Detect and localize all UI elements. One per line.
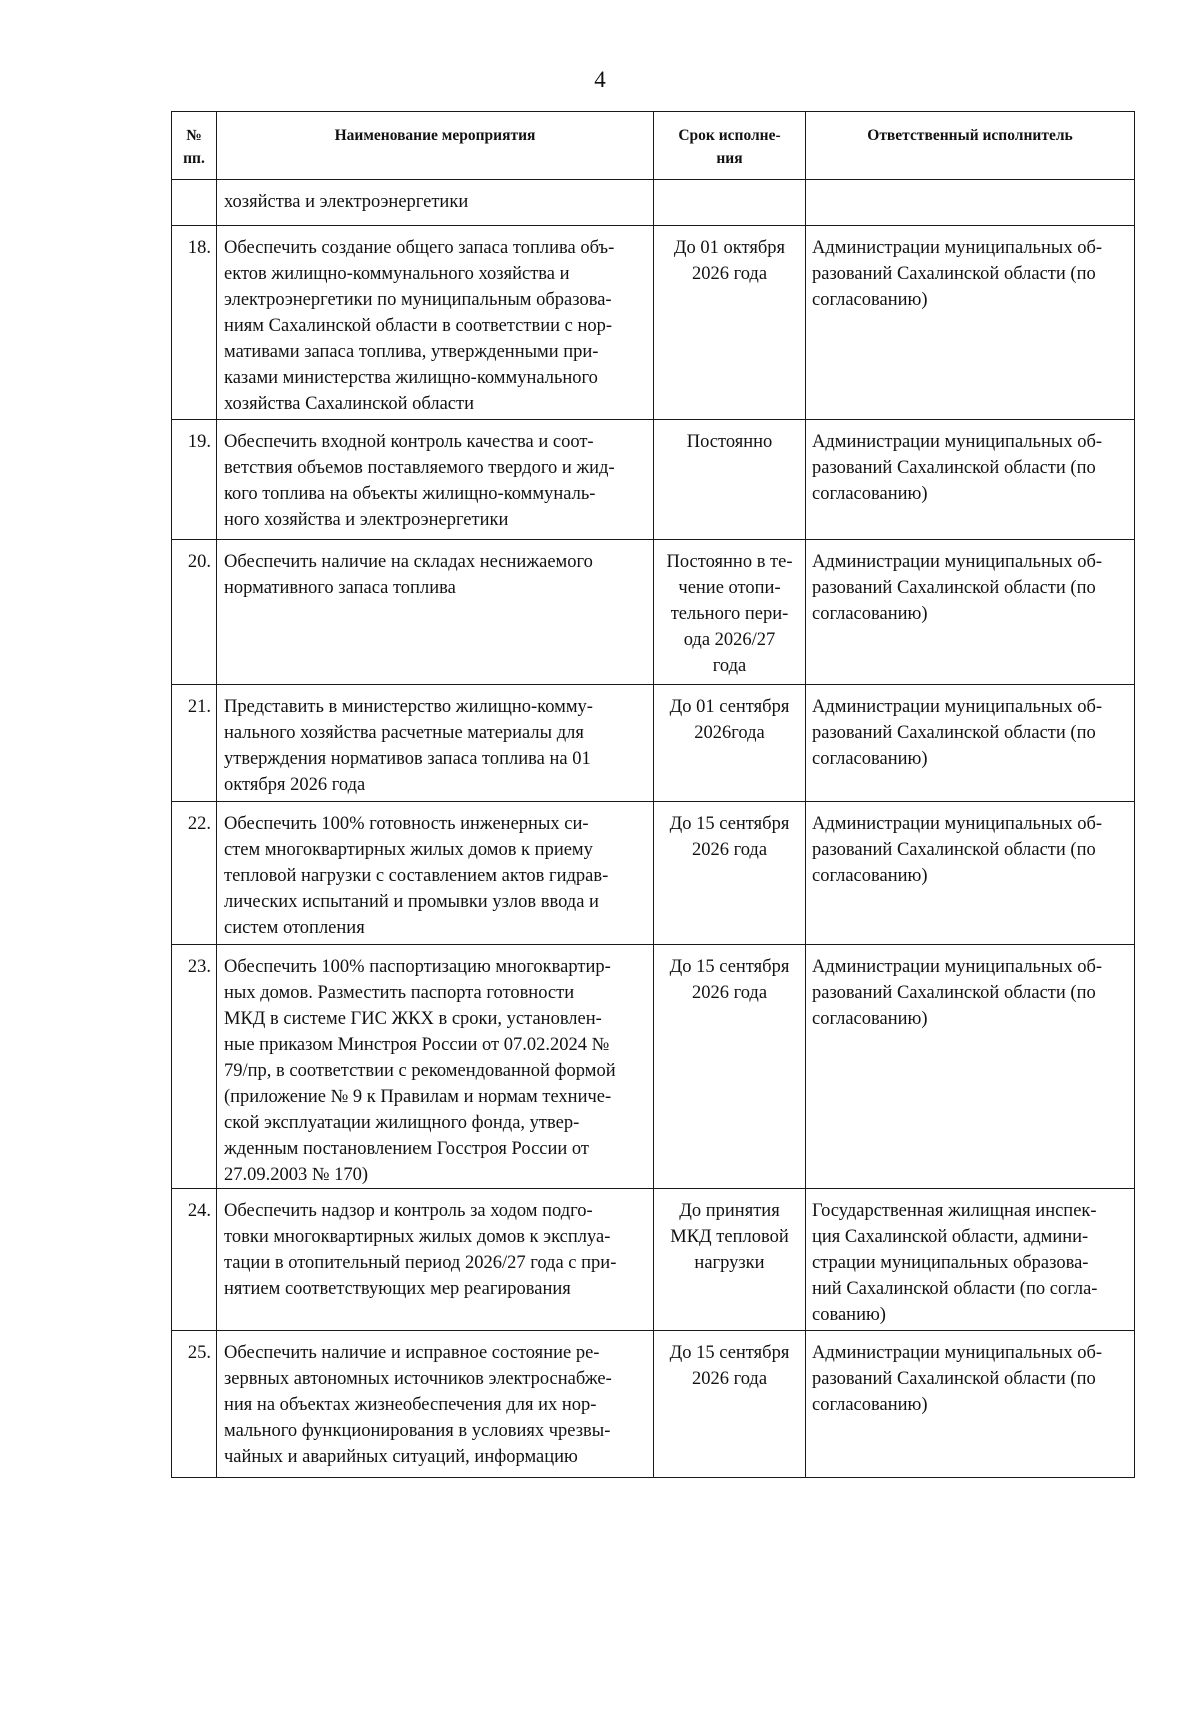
activity-name-cell-line: ных домов. Разместить паспорта готовности — [224, 983, 575, 1003]
activity-name-cell-line: тепловой нагрузки с составлением актов гидрав- — [224, 866, 609, 886]
activity-name-cell — [217, 540, 654, 685]
deadline-cell — [654, 945, 806, 1189]
row-number-cell: 23. — [172, 945, 217, 1189]
responsible-cell-line: ний Сахалинской области (по согла- — [812, 1279, 1098, 1299]
responsible-cell — [806, 420, 1135, 540]
header-responsible — [806, 112, 1135, 180]
deadline-cell-line: Постоянно в те- — [666, 552, 793, 572]
responsible-cell-line: Государственная жилищная инспек- — [812, 1201, 1097, 1221]
activity-name-cell-line: нормативного запаса топлива — [224, 578, 456, 598]
deadline-cell-line: года — [712, 656, 747, 676]
activity-name-cell-line: Обеспечить входной контроль качества и соот- — [224, 432, 594, 452]
responsible-cell — [806, 945, 1135, 1189]
responsible-cell-line: Администрации муниципальных об- — [812, 432, 1103, 452]
row-number-cell: 19. — [172, 420, 217, 540]
responsible-cell-line: согласованию) — [812, 866, 928, 886]
activity-name-cell-line: ния на объектах жизнеобеспечения для их нор- — [224, 1395, 597, 1415]
activity-name-cell-line: Обеспечить наличие и исправное состояние ре- — [224, 1343, 600, 1363]
deadline-cell-line: МКД тепловой — [670, 1227, 789, 1247]
deadline-cell-line: До 15 сентября — [669, 814, 790, 834]
deadline-cell-line: До принятия — [679, 1201, 780, 1221]
deadline-cell — [654, 685, 806, 802]
responsible-cell-line: сованию) — [812, 1305, 886, 1325]
responsible-cell — [806, 685, 1135, 802]
responsible-cell — [806, 1189, 1135, 1331]
deadline-cell-line: 2026 года — [691, 264, 768, 284]
activity-name-cell-line: (приложение № 9 к Правилам и нормам техниче- — [224, 1087, 612, 1107]
row-number-cell: 18. — [172, 226, 217, 420]
responsible-cell-line: ция Сахалинской области, админи- — [812, 1227, 1089, 1247]
header-deadline-line: Срок исполне- — [678, 127, 781, 144]
activity-name-cell — [217, 1189, 654, 1331]
table-row — [172, 420, 1135, 540]
page-number: 4 — [594, 67, 606, 92]
responsible-cell-line: разований Сахалинской области (по — [812, 578, 1096, 598]
responsible-cell-line: согласованию) — [812, 1009, 928, 1029]
row-number-cell — [172, 180, 217, 226]
row-number-cell: 25. — [172, 1331, 217, 1478]
activity-name-cell-line: мативами запаса топлива, утвержденными при- — [224, 342, 599, 362]
responsible-cell-line: разований Сахалинской области (по — [812, 458, 1096, 478]
activity-name-cell-line: утверждения нормативов запаса топлива на 01 — [224, 749, 591, 769]
responsible-cell-line: Администрации муниципальных об- — [812, 957, 1103, 977]
deadline-cell-line: ода 2026/27 — [683, 630, 776, 650]
activity-name-cell-line: Обеспечить 100% паспортизацию многоквартир- — [224, 957, 611, 977]
deadline-cell-line: 2026 года — [691, 983, 768, 1003]
responsible-cell — [806, 226, 1135, 420]
deadline-cell — [654, 802, 806, 945]
table-row — [172, 685, 1135, 802]
activity-name-cell — [217, 420, 654, 540]
deadline-cell — [654, 1189, 806, 1331]
responsible-cell-line: согласованию) — [812, 749, 928, 769]
responsible-cell-line: согласованию) — [812, 1395, 928, 1415]
activities-table — [171, 111, 1135, 1478]
deadline-cell-line: тельного пери- — [670, 604, 789, 624]
activity-name-cell-line: 79/пр, в соответствии с рекомендованной формой — [224, 1061, 616, 1081]
responsible-cell-line: согласованию) — [812, 484, 928, 504]
row-number-cell: 24. — [172, 1189, 217, 1331]
activity-name-cell-line: товки многоквартирных жилых домов к эксплуа- — [224, 1227, 611, 1247]
header-activity-name — [217, 112, 654, 180]
responsible-cell-line: Администрации муниципальных об- — [812, 238, 1103, 258]
deadline-cell-line: чение отопи- — [678, 578, 781, 598]
header-deadline — [654, 112, 806, 180]
deadline-cell-line: До 01 сентября — [669, 697, 790, 717]
activity-name-cell — [217, 802, 654, 945]
table-row — [172, 945, 1135, 1189]
header-number-line: № — [186, 127, 202, 144]
responsible-cell-line: Администрации муниципальных об- — [812, 697, 1103, 717]
deadline-cell-line: 2026 года — [691, 840, 768, 860]
header-number-line: пп. — [183, 150, 205, 167]
responsible-cell — [806, 540, 1135, 685]
activity-name-cell-line: ской эксплуатации жилищного фонда, утвер- — [224, 1113, 580, 1133]
activity-name-cell-line: кого топлива на объекты жилищно-коммуналь- — [224, 484, 596, 504]
activity-name-cell-line: жденным постановлением Госстроя России от — [224, 1139, 590, 1159]
responsible-cell-line: разований Сахалинской области (по — [812, 840, 1096, 860]
table-row — [172, 802, 1135, 945]
activity-name-cell-line: Обеспечить наличие на складах неснижаемого — [224, 552, 593, 572]
deadline-cell — [654, 1331, 806, 1478]
activity-name-cell-line: Обеспечить 100% готовность инженерных си- — [224, 814, 589, 834]
table-row — [172, 180, 1135, 226]
activity-name-cell-line: мального функционирования в условиях чрезвы- — [224, 1421, 611, 1441]
activity-name-cell-line: хозяйства Сахалинской области — [224, 394, 474, 414]
responsible-cell — [806, 1331, 1135, 1478]
deadline-cell-line: Постоянно — [686, 432, 773, 452]
responsible-cell — [806, 180, 1135, 226]
table-row — [172, 1189, 1135, 1331]
activity-name-cell-line: ного хозяйства и электроэнергетики — [224, 510, 509, 530]
activity-name-cell-line: систем отопления — [224, 918, 365, 938]
table-row — [172, 1331, 1135, 1478]
activity-name-cell-line: 27.09.2003 № 170) — [224, 1165, 369, 1185]
responsible-cell-line: разований Сахалинской области (по — [812, 723, 1096, 743]
activity-name-cell-line: ветствия объемов поставляемого твердого и жид- — [224, 458, 615, 478]
activity-name-cell-line: стем многоквартирных жилых домов к приему — [224, 840, 593, 860]
activity-name-cell — [217, 1331, 654, 1478]
deadline-cell-line: До 15 сентября — [669, 957, 790, 977]
activity-name-cell-line: чайных и аварийных ситуаций, информацию — [224, 1447, 578, 1467]
activity-name-cell-line: октября 2026 года — [224, 775, 366, 795]
activity-name-cell-line: зервных автономных источников электроснабже- — [224, 1369, 612, 1389]
activity-name-cell-line: ектов жилищно-коммунального хозяйства и — [224, 264, 570, 284]
header-deadline-line: ния — [716, 150, 743, 167]
activity-name-cell-line: нального хозяйства расчетные материалы для — [224, 723, 584, 743]
deadline-cell — [654, 180, 806, 226]
row-number-cell: 22. — [172, 802, 217, 945]
responsible-cell-line: страции муниципальных образова- — [812, 1253, 1089, 1273]
activity-name-cell — [217, 226, 654, 420]
responsible-cell-line: Администрации муниципальных об- — [812, 1343, 1103, 1363]
activity-name-cell-line: электроэнергетики по муниципальным образова- — [224, 290, 612, 310]
responsible-cell-line: Администрации муниципальных об- — [812, 552, 1103, 572]
table-header-row — [172, 112, 1135, 180]
activity-name-cell-line: МКД в системе ГИС ЖКХ в сроки, установлен- — [224, 1009, 602, 1029]
activity-name-cell-line: нятием соответствующих мер реагирования — [224, 1279, 571, 1299]
responsible-cell-line: согласованию) — [812, 604, 928, 624]
activity-name-cell — [217, 180, 654, 226]
deadline-cell-line: 2026года — [694, 723, 765, 743]
header-activity-name-line: Наименование мероприятия — [334, 127, 536, 144]
responsible-cell-line: согласованию) — [812, 290, 928, 310]
activity-name-cell-line: Представить в министерство жилищно-комму- — [224, 697, 593, 717]
deadline-cell-line: До 15 сентября — [669, 1343, 790, 1363]
activity-name-cell-line: Обеспечить надзор и контроль за ходом подго- — [224, 1201, 593, 1221]
responsible-cell — [806, 802, 1135, 945]
deadline-cell — [654, 226, 806, 420]
table-row — [172, 226, 1135, 420]
activity-name-cell-line: тации в отопительный период 2026/27 года с при- — [224, 1253, 617, 1273]
activity-name-cell-line: хозяйства и электроэнергетики — [224, 192, 469, 212]
header-number — [172, 112, 217, 180]
deadline-cell — [654, 540, 806, 685]
row-number-cell: 21. — [172, 685, 217, 802]
activity-name-cell — [217, 685, 654, 802]
responsible-cell-line: разований Сахалинской области (по — [812, 264, 1096, 284]
header-responsible-line: Ответственный исполнитель — [867, 127, 1073, 144]
activity-name-cell-line: ниям Сахалинской области в соответствии с нор- — [224, 316, 613, 336]
deadline-cell-line: нагрузки — [694, 1253, 765, 1273]
table-row — [172, 540, 1135, 685]
activity-name-cell — [217, 945, 654, 1189]
deadline-cell-line: До 01 октября — [673, 238, 786, 258]
deadline-cell-line: 2026 года — [691, 1369, 768, 1389]
responsible-cell-line: разований Сахалинской области (по — [812, 1369, 1096, 1389]
activity-name-cell-line: лических испытаний и промывки узлов ввода и — [224, 892, 599, 912]
activity-name-cell-line: казами министерства жилищно-коммунального — [224, 368, 598, 388]
activity-name-cell-line: Обеспечить создание общего запаса топлива объ- — [224, 238, 615, 258]
activity-name-cell-line: ные приказом Минстроя России от 07.02.2024 № — [224, 1035, 610, 1055]
responsible-cell-line: Администрации муниципальных об- — [812, 814, 1103, 834]
responsible-cell-line: разований Сахалинской области (по — [812, 983, 1096, 1003]
deadline-cell — [654, 420, 806, 540]
table-body — [172, 180, 1135, 1478]
row-number-cell: 20. — [172, 540, 217, 685]
